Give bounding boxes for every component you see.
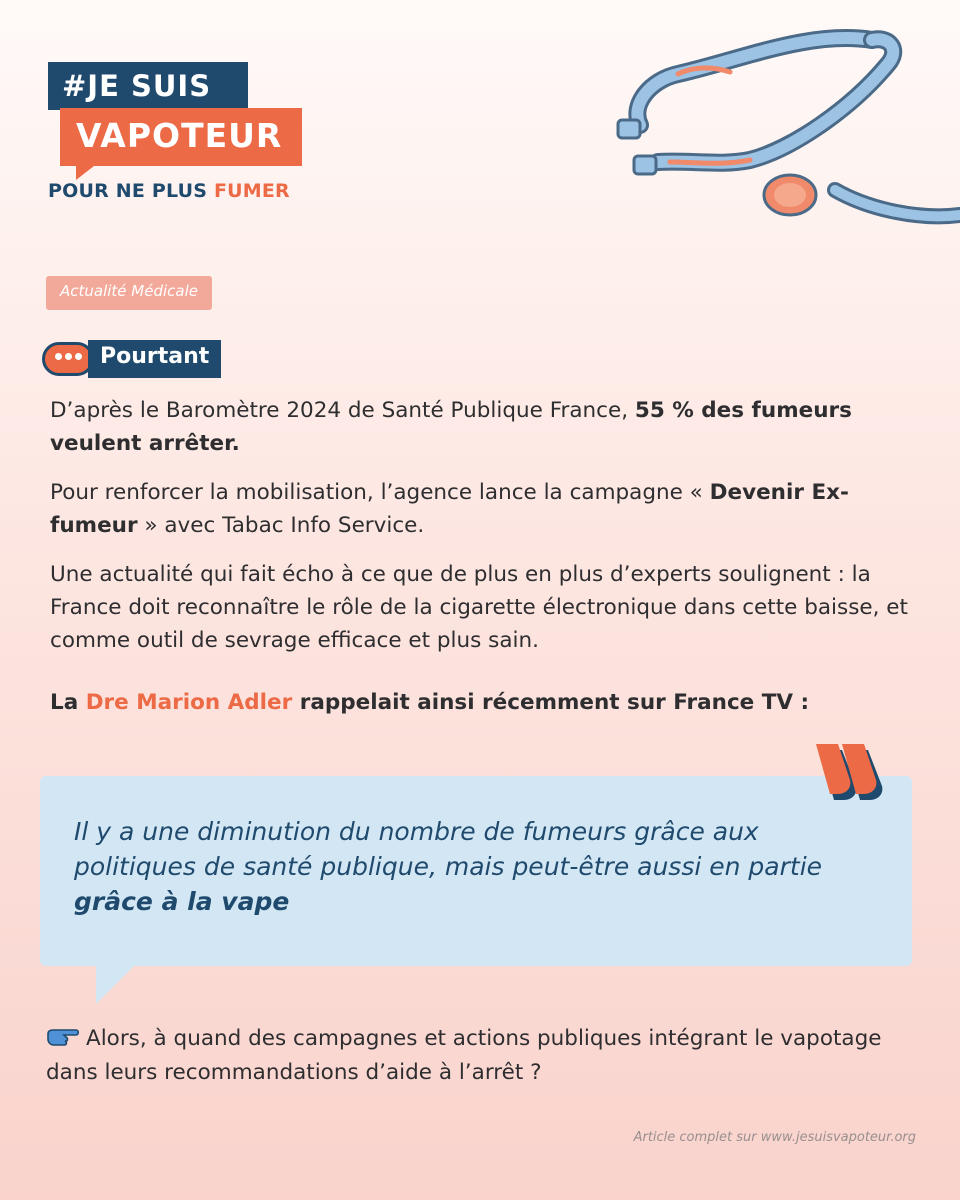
closing-text: Alors, à quand des campagnes et actions publiques intégrant le vapotage dans leurs recommandations d’aide à l’arrêt ?: [46, 1026, 882, 1085]
quote-bold: grâce à la vape: [74, 887, 290, 916]
pointing-hand-icon: [46, 1026, 80, 1048]
p2-text: Pour renforcer la mobilisation, l’agence lance la campagne «: [50, 480, 710, 505]
chat-bubble-icon: [42, 342, 94, 376]
p1-bold: 55 % des fumeurs veulent arrêter.: [50, 398, 852, 456]
p2-end: » avec Tabac Info Service.: [137, 513, 425, 538]
logo-bubble-tail: [76, 166, 94, 180]
quote-marks-icon: [812, 740, 884, 808]
logo-tagline-part1: POUR NE PLUS: [48, 180, 214, 202]
paragraph-campagne: [50, 476, 920, 542]
paragraph-actualite: Une actualité qui fait écho à ce que de plus en plus d’experts soulignent : la France doit reconnaître le rôle de la cigarette électronique dans cette baisse, et comme outil de sevrage efficace et plus sain.: [50, 562, 908, 653]
logo-line-2: VAPOTEUR: [60, 108, 302, 166]
logo-tagline-part2: FUMER: [213, 180, 290, 202]
quote-tail: [96, 966, 134, 1004]
source-link[interactable]: Article complet sur www.jesuisvapoteur.org: [633, 1130, 916, 1145]
p1-text: D’après le Baromètre 2024 de Santé Publique France,: [50, 398, 635, 423]
p4-end: rappelait ainsi récemment sur France TV :: [292, 690, 810, 715]
p4-start: La: [50, 690, 86, 715]
brand-logo: [48, 62, 308, 212]
paragraph-citation-intro: [50, 686, 920, 719]
paragraph-barometre: [50, 394, 920, 460]
logo-tagline: [48, 180, 290, 202]
section-badge-label: Pourtant: [88, 340, 221, 378]
doctor-name: Dre Marion Adler: [85, 690, 293, 715]
quote-text: [74, 814, 834, 919]
closing-question: [46, 1022, 926, 1090]
quote-body: Il y a une diminution du nombre de fumeurs grâce aux politiques de santé publique, mais peut-être aussi en partie: [74, 817, 823, 881]
p2-bold: Devenir Ex-fumeur: [50, 480, 849, 538]
stethoscope-icon: [600, 10, 960, 240]
category-tag: Actualité Médicale: [46, 276, 212, 310]
logo-line-1: #JE SUIS: [48, 62, 248, 110]
